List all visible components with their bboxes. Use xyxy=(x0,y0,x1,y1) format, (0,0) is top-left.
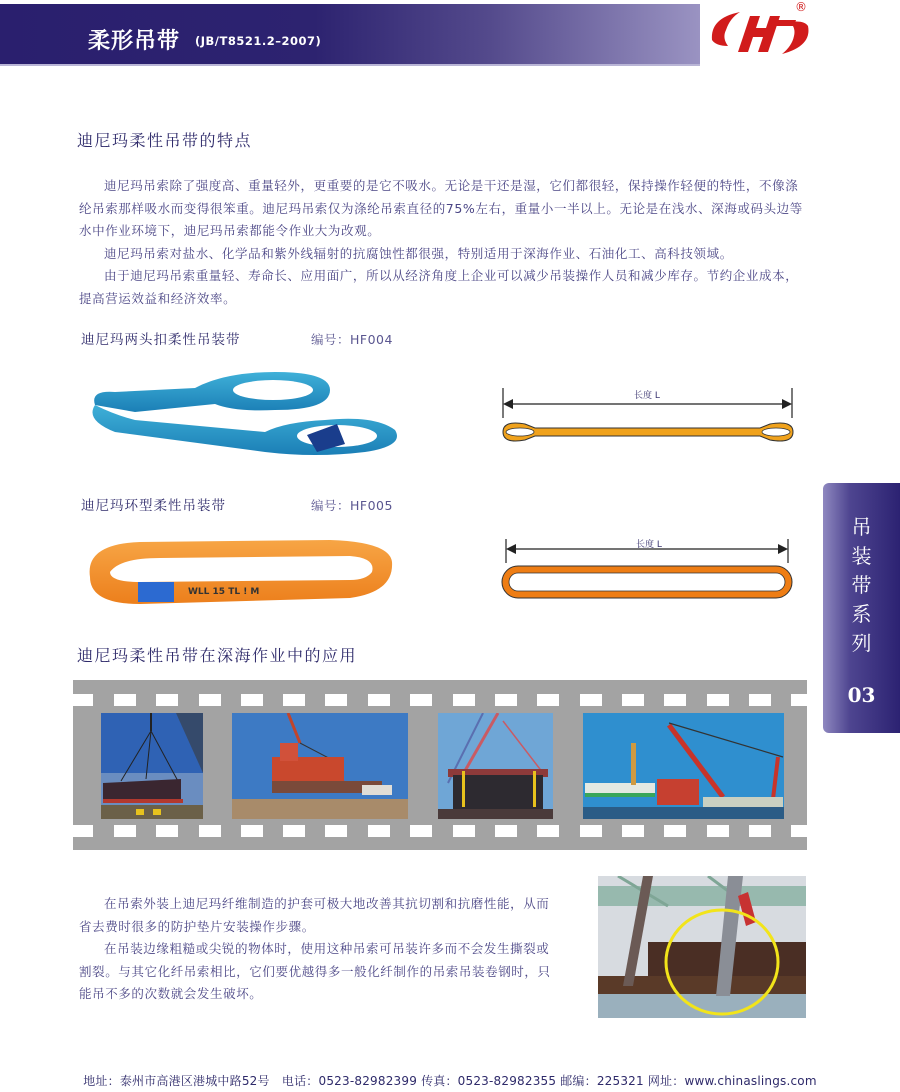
registered-mark: ® xyxy=(795,0,807,14)
product-code: 编号：HF005 xyxy=(311,498,393,513)
series-side-tab xyxy=(823,483,900,733)
length-label: 长度 L xyxy=(636,540,662,550)
film-holes-bottom xyxy=(73,825,807,837)
header-band xyxy=(0,4,700,64)
length-label: 长度 L xyxy=(634,391,660,401)
footer-contact: 地址：泰州市高港区港城中路52号 电话：0523-82982399 传真：0523-82982355 邮编：225321 网址：www.chinaslings.com xyxy=(83,1074,817,1088)
protection-paragraph: 在吊装边缘粗糙或尖锐的物体时，使用这种吊索可吊装许多而不会发生撕裂或割裂。与其它化纤吊索相比，它们要优越得多一般化纤制作的吊索吊装卷钢时，只能吊不多的次数就会发生破坏。 xyxy=(79,941,551,1001)
series-label-text: 吊装带系列 xyxy=(851,515,872,655)
crane-lifting-jacket-photo xyxy=(438,713,553,819)
blue-sling-photo xyxy=(75,360,405,470)
product-code: 编号：HF004 xyxy=(311,332,393,347)
film-holes-top xyxy=(73,694,807,706)
application-title: 迪尼玛柔性吊带在深海作业中的应用 xyxy=(77,646,358,665)
floating-crane-platform-photo xyxy=(232,713,408,819)
series-label xyxy=(823,513,900,658)
page-number: 03 xyxy=(847,683,876,707)
product-name: 迪尼玛环型柔性吊装带 xyxy=(81,498,226,514)
orange-sling-photo xyxy=(80,532,400,612)
features-text xyxy=(79,175,807,310)
protection-text xyxy=(79,893,557,1006)
sling-on-steel-beam-photo xyxy=(598,876,806,1018)
protection-paragraph: 在吊索外装上迪尼玛纤维制造的护套可极大地改善其抗切割和抗磨性能，从而省去费时很多的防护垫片安装操作步骤。 xyxy=(79,896,550,934)
features-paragraph: 迪尼玛吊索对盐水、化学品和紫外线辐射的抗腐蚀性都很强，特别适用于深海作业、石油化工、高科技领域。 xyxy=(104,245,733,261)
standard-code: (JB/T8521.2–2007) xyxy=(195,34,322,48)
page-title: 柔形吊带 xyxy=(88,29,181,54)
features-title: 迪尼玛柔性吊带的特点 xyxy=(77,131,253,150)
product-name: 迪尼玛两头扣柔性吊装带 xyxy=(81,332,241,348)
offshore-rig-crane-photo xyxy=(583,713,784,819)
film-strip xyxy=(73,680,807,850)
features-paragraph: 由于迪尼玛吊索重量轻、寿命长、应用面广，所以从经济角度上企业可以减少吊装操作人员和减少库存。节约企业成本，提高营运效益和经济效率。 xyxy=(79,268,799,306)
sling-marking: WLL 15 TL ! M xyxy=(188,587,260,597)
features-paragraph: 迪尼玛吊索除了强度高、重量轻外，更重要的是它不吸水。无论是干还是湿，它们都很轻，保持操作轻便的特性，不像涤纶吊索那样吸水而变得很笨重。迪尼玛吊索仅为涤纶吊索直径的75%左右，重量小一半以上。无论是在浅水、深海或码头边等水中作业环境下，迪尼玛吊索都能令作业大为改观。 xyxy=(79,178,803,238)
crane-lifting-barge-photo xyxy=(101,713,203,819)
